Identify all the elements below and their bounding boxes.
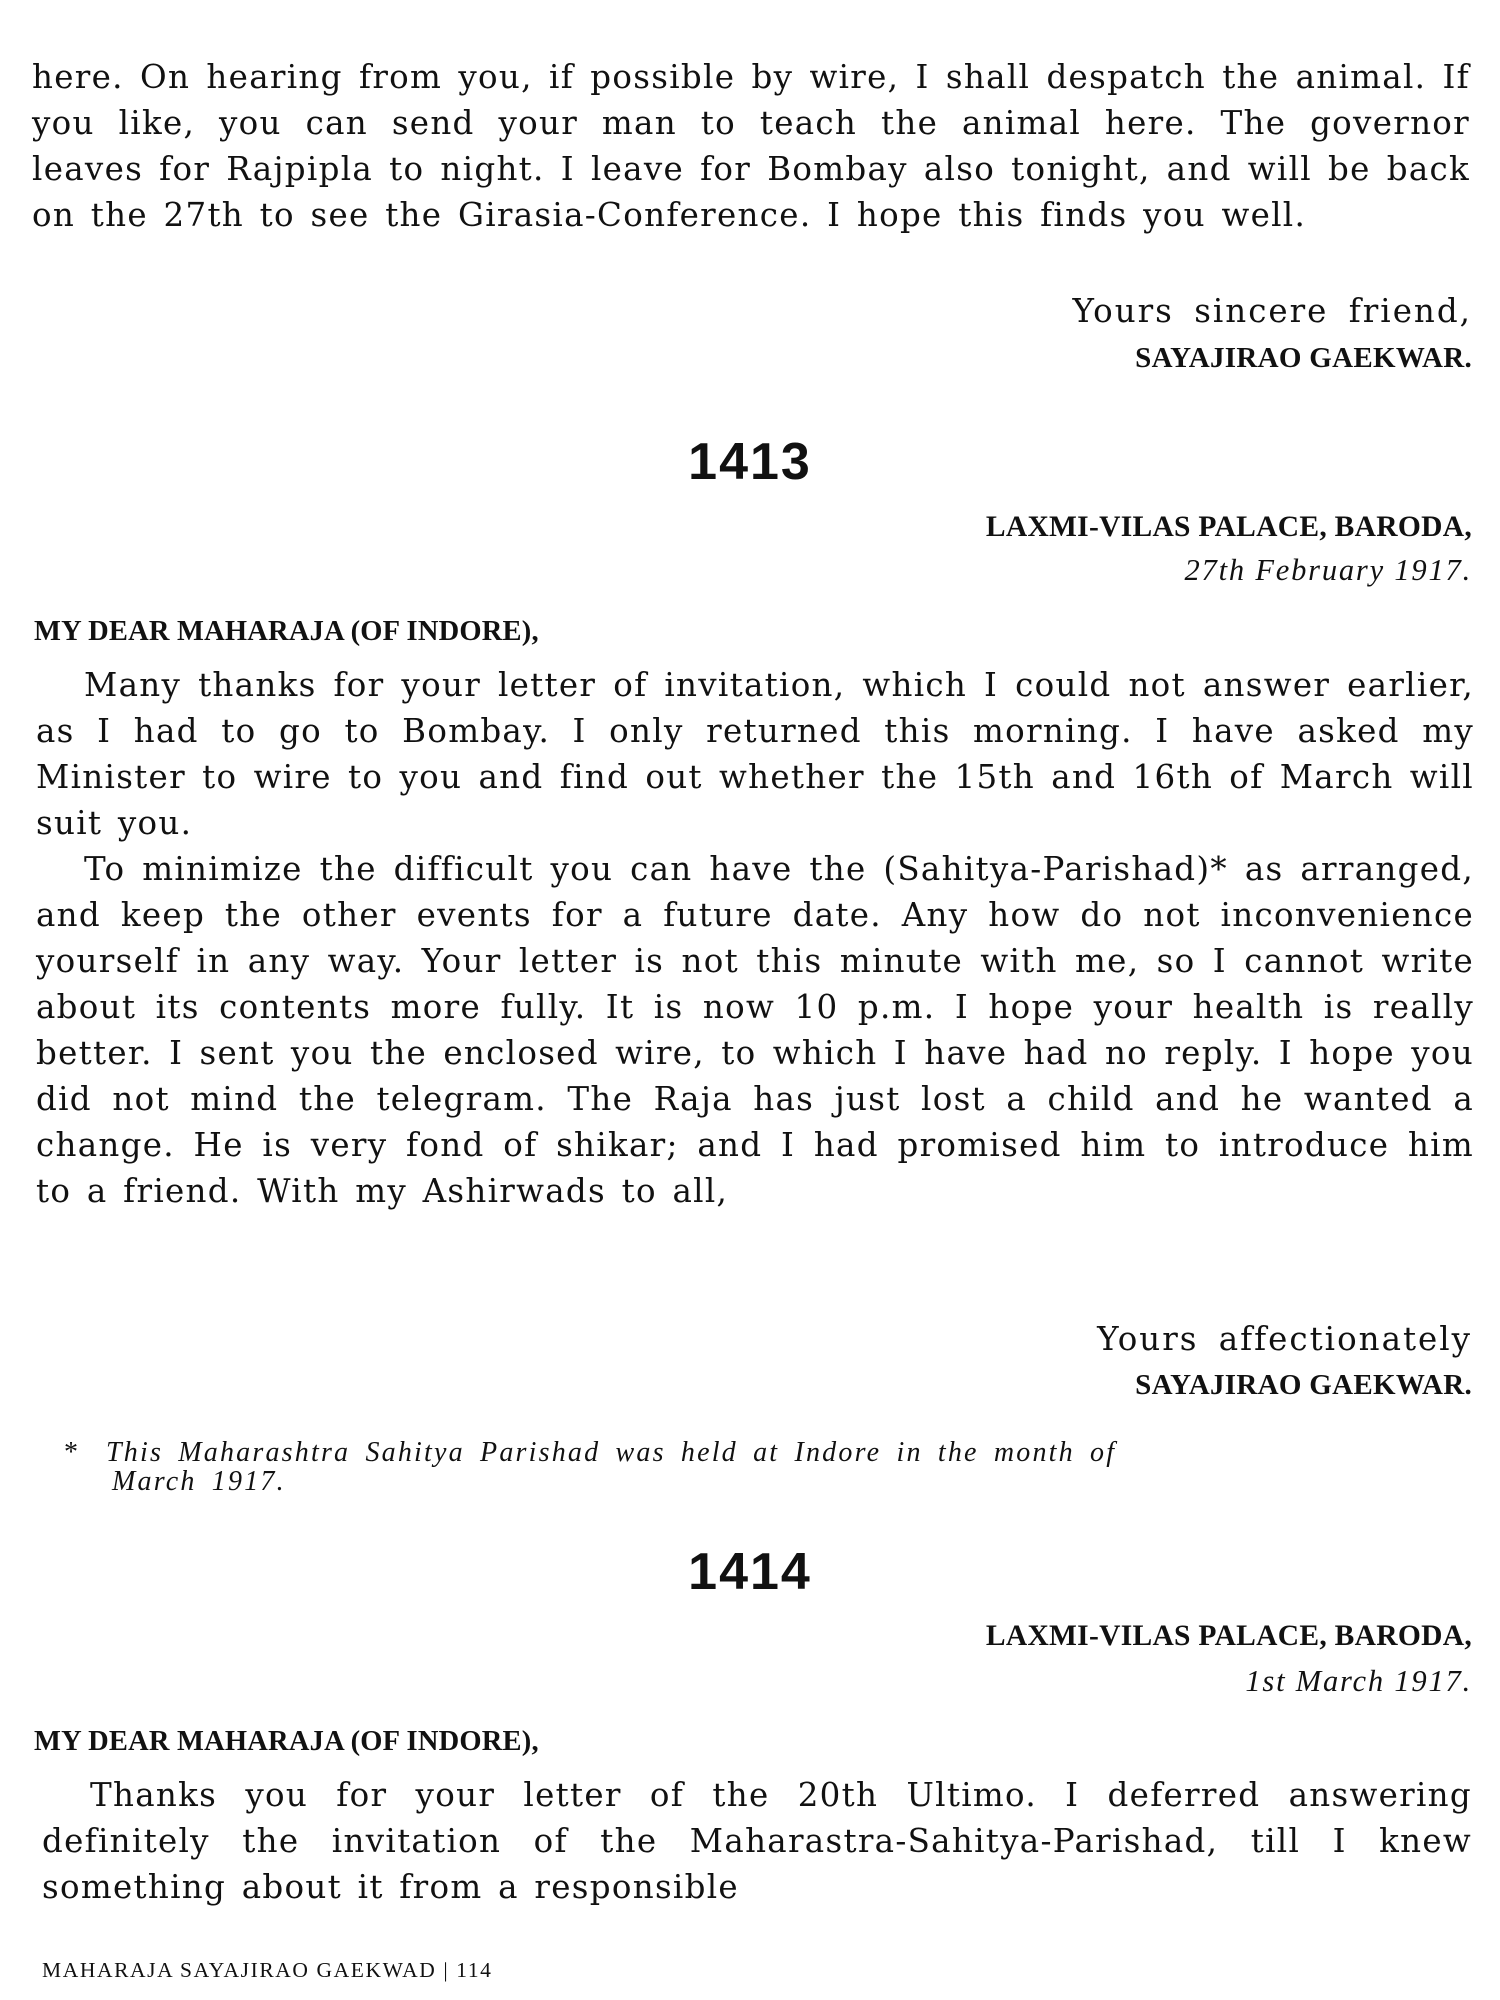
footnote-marker: *: [64, 1437, 81, 1468]
footnote-line-1: This Maharashtra Sahitya Parishad was held at Indore in the month of: [106, 1437, 1117, 1468]
letter-1413-address: LAXMI-VILAS PALACE, BARODA,: [985, 511, 1472, 543]
continuation-signature: SAYAJIRAO GAEKWAR.: [1135, 342, 1472, 374]
letter-1413-footnote: [64, 1438, 1474, 1496]
letter-number-1414: 1414: [688, 1543, 812, 1601]
letter-1413-paragraph-1: Many thanks for your letter of invitation, which I could not answer earlier, as I had to go to Bombay. I only returned this morning. I have asked my Minister to wire to you and find out whether the 15th and 16th of March will suit you.: [36, 666, 1474, 842]
footer-page-number: 114: [456, 1958, 493, 1982]
footnote-line-2: March 1917.: [112, 1466, 286, 1497]
letter-1413-closing: Yours affectionately: [1097, 1320, 1472, 1358]
letter-1413-date: 27th February 1917.: [1184, 553, 1472, 587]
continuation-paragraph: here. On hearing from you, if possible by wire, I shall despatch the animal. If you like, you can send your man to teach the animal here. The governor leaves for Rajpipla to night. I leave for Bombay also tonight, and will be back on the 27th to see the Girasia-Conference. I hope this finds you well.: [32, 58, 1470, 234]
footer-separator: |: [443, 1958, 450, 1982]
letter-1413-signature: SAYAJIRAO GAEKWAR.: [1135, 1369, 1472, 1401]
letter-1414-paragraph-1: Thanks you for your letter of the 20th Ultimo. I deferred answering definitely the invitation of the Maharastra-Sahitya-Parishad, till I knew something about it from a responsible: [42, 1776, 1472, 1906]
letter-1413-paragraph-2: To minimize the difficult you can have the (Sahitya-Parishad)* as arranged, and keep the other events for a future date. Any how do not inconvenience yourself in any way. Your letter is not this minute with me, so I cannot write about its contents more fully. It is now 10 p.m. I hope your health is really better. I sent you the enclosed wire, to which I have had no reply. I hope you did not mind the telegram. The Raja has just lost a child and he wanted a change. He is very fond of shikar; and I had promised him to introduce him to a friend. With my Ashirwads to all,: [36, 850, 1474, 1210]
continuation-closing: Yours sincere friend,: [1072, 292, 1472, 330]
letter-1413-salutation: MY DEAR MAHARAJA (OF INDORE),: [34, 616, 539, 647]
footer-book-title: MAHARAJA SAYAJIRAO GAEKWAD: [42, 1958, 437, 1982]
letter-number-1413: 1413: [688, 433, 812, 491]
letter-1414-address: LAXMI-VILAS PALACE, BARODA,: [985, 1620, 1472, 1652]
letter-1414-salutation: MY DEAR MAHARAJA (OF INDORE),: [34, 1726, 539, 1757]
letter-1414-date: 1st March 1917.: [1245, 1664, 1472, 1698]
page-footer: [42, 1958, 493, 1983]
